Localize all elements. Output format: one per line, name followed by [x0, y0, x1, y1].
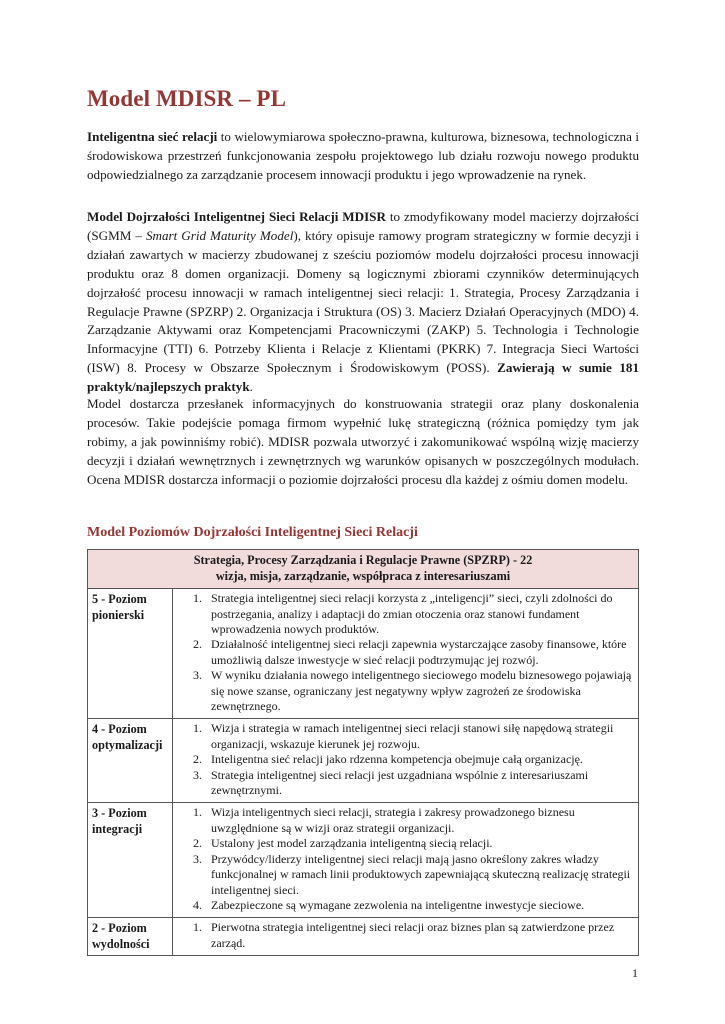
paragraph-text: .: [249, 379, 253, 395]
table-row: [88, 918, 639, 956]
level-practices-cell: [173, 589, 639, 719]
table-row: [88, 803, 639, 918]
practice-list: [173, 920, 632, 951]
practice-list: [173, 591, 632, 714]
practice-list: [173, 805, 632, 913]
level-practices-cell: [173, 719, 639, 803]
maturity-levels-table: [87, 549, 639, 956]
term-bold: Inteligentna sieć relacji: [87, 129, 218, 144]
section-heading: Model Poziomów Dojrzałości Inteligentnej Sieci Relacji: [87, 525, 418, 540]
list-item: 3. W wyniku działania nowego inteligentnego sieciowego modelu biznesowego pojawiają się nowe szanse, ograniczany jest negatywny wpływ zagrożeń ze środowiska zewnętrznego.: [205, 668, 632, 714]
list-item: 4. Zabezpieczone są wymagane zezwolenia na inteligentne inwestycje sieciowe.: [205, 898, 632, 913]
term-bold: Model Dojrzałości Inteligentnej Sieci Relacji MDISR: [87, 209, 386, 224]
practice-list: [173, 721, 632, 798]
list-item: 2. Ustalony jest model zarządzania inteligentną siecią relacji.: [205, 836, 632, 851]
paragraph-text: to zmodyfikowany model macierzy dojrzałości (SGMM –: [87, 209, 639, 243]
list-item: 3. Przywódcy/liderzy inteligentnej sieci relacji mają jasno określony zakres władzy funkcjonalnej w ramach linii produktowych zapewniającą skuteczną realizację strategii inteligentnej sieci.: [205, 852, 632, 898]
domain-header-cell: [88, 550, 639, 589]
level-name: optymalizacji: [92, 737, 163, 752]
emphasis-bold: Zawierają w sumie 181 praktyk/najlepszych praktyk: [87, 360, 639, 395]
level-name: integracji: [92, 821, 143, 836]
level-label-cell: [88, 803, 173, 918]
level-practices-cell: [173, 918, 639, 956]
level-label-cell: [88, 719, 173, 803]
level-label: 5 - Poziom: [92, 592, 147, 607]
intro-paragraph: [87, 128, 639, 185]
list-item: 2. Inteligentna sieć relacji jako rdzenna kompetencja obejmuje całą organizację.: [205, 752, 632, 767]
level-label: 2 - Poziom: [92, 921, 147, 936]
model-purpose-paragraph: Model dostarcza przesłanek informacyjnych do konstruowania strategii oraz plany doskonalenia procesów. Takie podejście pomaga firmom wypełnić lukę strategiczną (różnica pomiędzy tym jak robimy, a jak powinniśmy robić). MDISR pozwala utworzyć i zakomunikować wspólną wizję macierzy decyzji i działań wewnętrznych i zewnętrznych wg warunków opisanych w poszczególnych modułach. Ocena MDISR dostarcza informacji o poziomie dojrzałości procesu dla każdej z ośmiu domen modelu.: [87, 396, 639, 487]
list-item: 1. Wizja i strategia w ramach inteligentnej sieci relacji stanowi siłę napędową strategii organizacji, wskazuje kierunek jej rozwoju.: [205, 721, 632, 752]
table-header-row: [88, 550, 639, 589]
domain-header-title: Strategia, Procesy Zarządzania i Regulacje Prawne (SPZRP) - 22: [193, 553, 533, 567]
table-row: [88, 589, 639, 719]
level-label: 4 - Poziom: [92, 722, 147, 737]
list-item: 1. Pierwotna strategia inteligentnej sieci relacji oraz biznes plan są zatwierdzone przez zarząd.: [205, 920, 632, 951]
italic-term: Smart Grid Maturity Model: [145, 227, 294, 243]
level-name: pionierski: [92, 607, 145, 622]
list-item: 2. Działalność inteligentnej sieci relacji zapewnia wystarczające zasoby finansowe, które umożliwią dalsze inwestycje w sieć relacji podtrzymując jej rozwój.: [205, 637, 632, 668]
model-definition-paragraph: [87, 208, 639, 397]
level-name: wydolności: [92, 936, 150, 951]
domain-header-subtitle: wizja, misja, zarządzanie, współpraca z interesariuszami: [215, 568, 511, 583]
paragraph-text: to wielowymiarowa społeczno-prawna, kulturowa, biznesowa, technologiczna i środowiskowa przestrzeń funkcjonowania zespołu projektowego lub działu rozwoju nowego produktu odpowiedzialnego za zarządzanie procesem innowacji produktu i jego wprowadzenie na rynek.: [87, 129, 639, 182]
page-title: Model MDISR – PL: [87, 86, 287, 111]
level-label: 3 - Poziom: [92, 806, 147, 821]
level-label-cell: [88, 589, 173, 719]
list-item: 3. Strategia inteligentnej sieci relacji jest uzgadniana wspólnie z interesariuszami zewnętrznymi.: [205, 768, 632, 799]
list-item: 1. Wizja inteligentnych sieci relacji, strategia i zakresy prowadzonego biznesu uwzględnione są w wizji oraz strategii organizacji.: [205, 805, 632, 836]
table-row: [88, 719, 639, 803]
level-practices-cell: [173, 803, 639, 918]
list-item: 1. Strategia inteligentnej sieci relacji korzysta z „inteligencji” sieci, czyli zdolności do postrzegania, analizy i adaptacji do zmian otoczenia oraz stanowi fundament wprowadzenia nowych produktów.: [205, 591, 632, 637]
level-label-cell: [88, 918, 173, 956]
page-number: 1: [632, 966, 638, 980]
paragraph-text: ), który opisuje ramowy program strategiczny w formie decyzji i działań zawartych w macierzy zbudowanej z sześciu poziomów modelu dojrzałości procesu innowacji produktu oraz 8 domen organizacji. Domeny są logicznymi zbiorami czynników determinujących dojrzałość procesu innowacji w ramach inteligentnej sieci relacji: 1. Strategia, Procesy Zarządzania i Regulacje Prawne (SPZRP) 2. Organizacja i Struktura (OS) 3. Macierz Działań Operacyjnych (MDO) 4. Zarządzanie Aktywami oraz Kompetencjami Pracowniczymi (ZAKP) 5. Technologia i Technologie Informacyjne (TTI) 6. Potrzeby Klienta i Relacje z Klientami (PKRK) 7. Integracja Sieci Wartości (ISW) 8. Procesy w Obszarze Społecznym i Środowiskowym (POSS).: [87, 227, 639, 376]
